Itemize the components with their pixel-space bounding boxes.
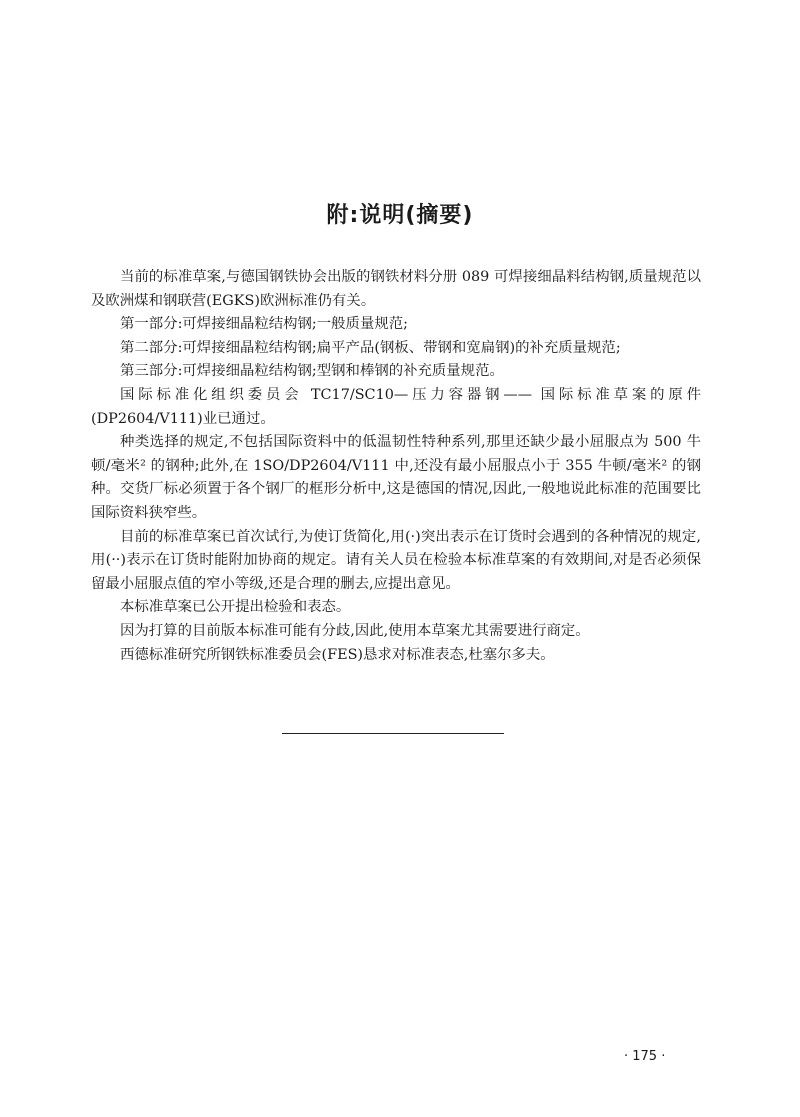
paragraph-public-review: 本标准草案已公开提出检验和表态。 xyxy=(120,599,351,616)
paragraph-part-three: 第三部分:可焊接细晶粒结构钢;型钢和棒钢的补充质量规范。 xyxy=(120,363,504,380)
page-title: 附:说明(摘要) xyxy=(326,203,474,228)
paragraph-part-one: 第一部分:可焊接细晶粒结构钢;一般质量规范; xyxy=(120,316,408,333)
page-number: · 175 · xyxy=(624,1049,666,1064)
paragraph-grade-selection: 种类选择的规定,不包括国际资料中的低温韧性特种系列,那里还缺少最小屈服点为 500 牛顿/毫米² 的钢种;此外,在 1SO/DP2604/V111 中,还没有最小屈服点小于 355 牛顿/毫米² 的钢种。交货厂标必须置于各个钢厂的框形分析中,这是德国的情况,因此,一般地说此标准的范围要比国际资料狭窄些。 xyxy=(91,434,701,521)
document-body xyxy=(91,266,701,667)
end-divider xyxy=(282,733,504,734)
paragraph-agreement: 因为打算的目前版本标准可能有分歧,因此,使用本草案尤其需要进行商定。 xyxy=(120,622,590,639)
paragraph-part-two: 第二部分:可焊接细晶粒结构钢;扁平产品(钢板、带钢和宽扁钢)的补充质量规范; xyxy=(120,339,621,356)
paragraph-trial-notes: 目前的标准草案已首次试行,为使订货简化,用(·)突出表示在订货时会遇到的各种情况的规定,用(··)表示在订货时能附加协商的规定。请有关人员在检验本标准草案的有效期间,对是否必须保留最小屈服点值的窄小等级,还是合理的删去,应提出意见。 xyxy=(91,528,701,592)
paragraph-intro: 当前的标准草案,与德国钢铁协会出版的钢铁材料分册 089 可焊接细晶料结构钢,质量规范以及欧洲煤和钢联营(EGKS)欧洲标准仍有关。 xyxy=(91,269,701,309)
paragraph-fes-request: 西德标准研究所钢铁标准委员会(FES)恳求对标准表态,杜塞尔多夫。 xyxy=(120,646,555,663)
paragraph-iso-committee: 国际标准化组织委员会 TC17/SC10—压力容器钢—— 国际标准草案的原件(DP2604/V111)业已通过。 xyxy=(91,386,701,427)
